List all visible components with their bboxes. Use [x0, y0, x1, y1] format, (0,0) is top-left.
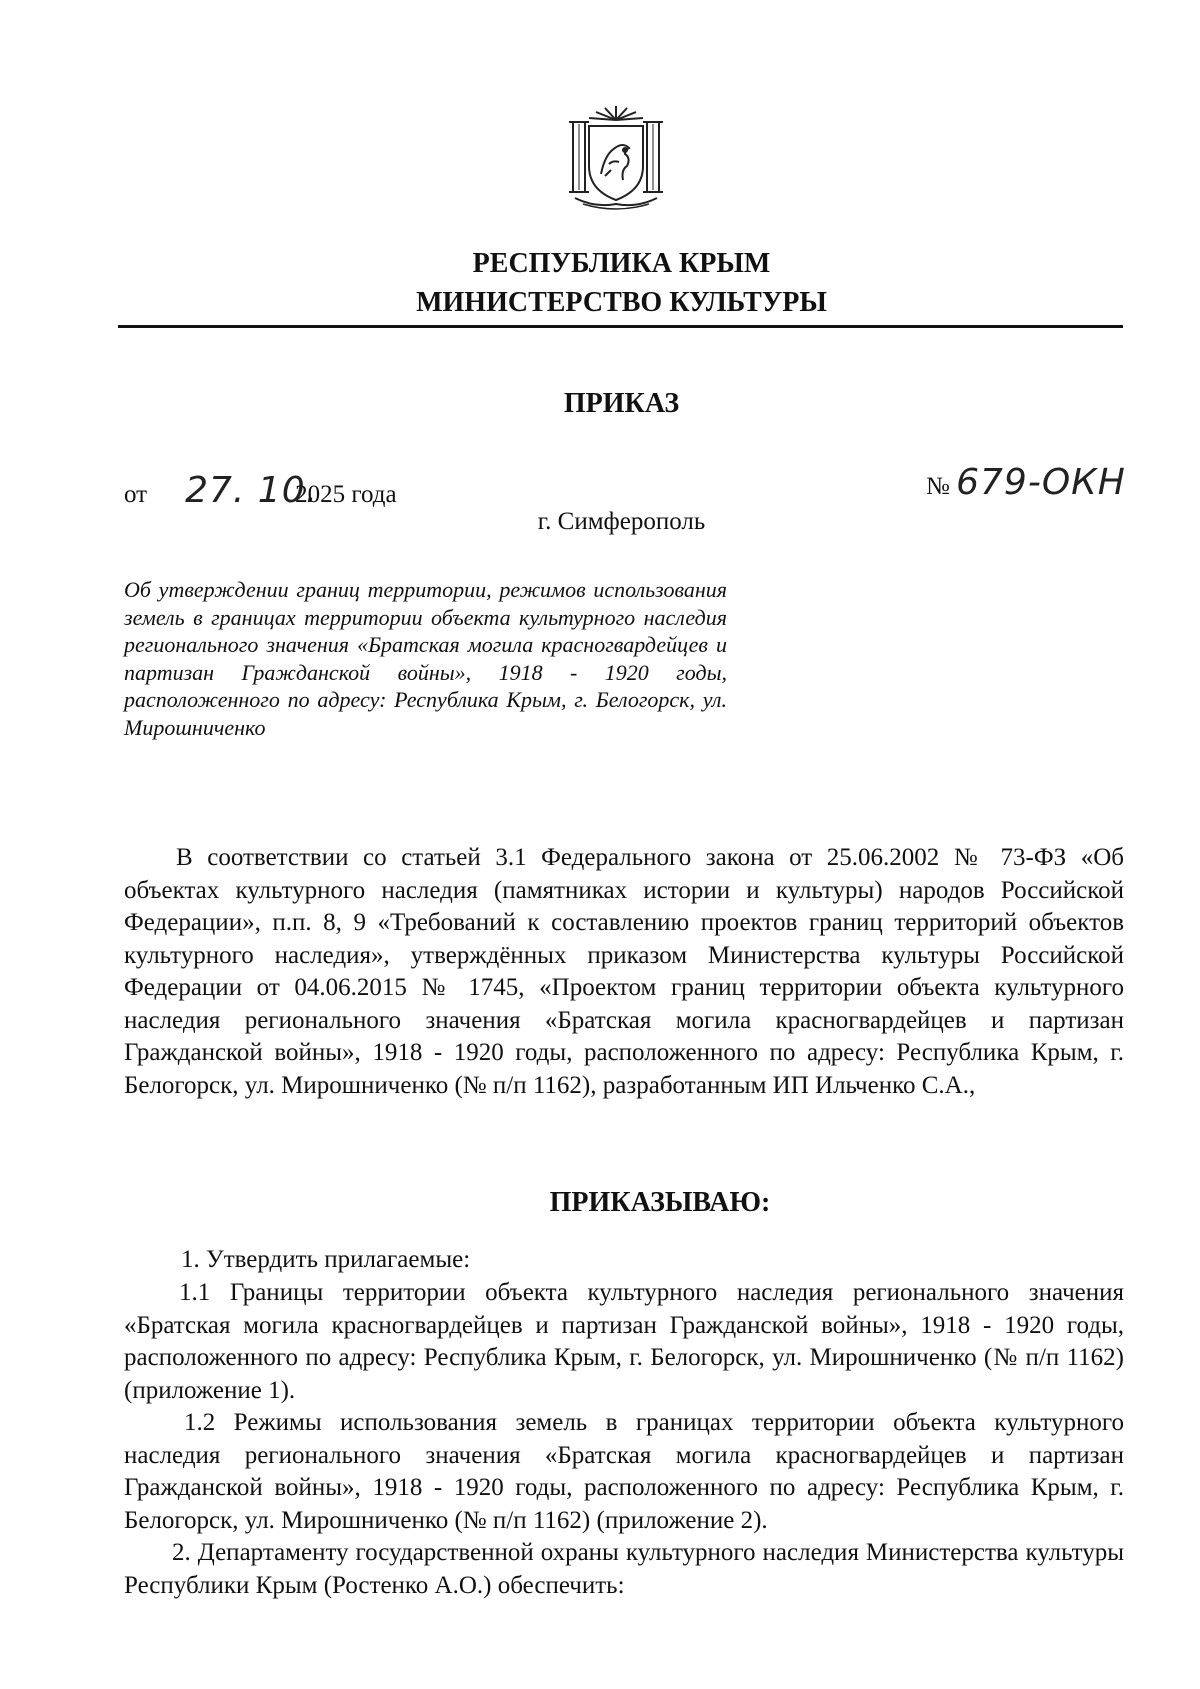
- order-city: г. Симферополь: [537, 508, 706, 535]
- header-divider: [118, 325, 1123, 328]
- header-republic: РЕСПУБЛИКА КРЫМ: [472, 248, 771, 279]
- date-from-label: от: [124, 481, 148, 508]
- item-1-1: 1.1 Границы территории объекта культурного наследия регионального значения «Братская могила красногвардейцев и партизан Гражданской войны», 1918 - 1920 годы, расположенного по адресу: Республика Крым, г. Белогорск, ул. Мирошниченко (№ п/п 1162) (приложение 1).: [124, 1279, 1124, 1404]
- date-handwritten: 27. 10.: [185, 470, 319, 511]
- order-date: [124, 470, 397, 511]
- order-number: [926, 462, 1126, 503]
- crimea-coat-of-arms-icon: [565, 104, 667, 216]
- item-2: 2. Департаменту государственной охраны культурного наследия Министерства культуры Республики Крым (Ростенко А.О.) обеспечить:: [124, 1539, 1124, 1599]
- header-ministry: МИНИСТЕРСТВО КУЛЬТУРЫ: [416, 287, 827, 318]
- number-handwritten: 679-ОКН: [956, 462, 1126, 503]
- preamble-paragraph: В соответствии со статьей 3.1 Федерального закона от 25.06.2002 № 73-ФЗ «Об объектах культурного наследия (памятниках истории и культуры) народов Российской Федерации», п.п. 8, 9 «Требований к составлению проектов границ территорий объектов культурного наследия», утверждённых приказом Министерства культуры Российской Федерации от 04.06.2015 № 1745, «Проектом границ территории объекта культурного наследия регионального значения «Братская могила красногвардейцев и партизан Гражданской войны», 1918 - 1920 годы, расположенного по адресу: Республика Крым, г. Белогорск, ул. Мирошниченко (№ п/п 1162), разработанным ИП Ильченко С.А.,: [124, 844, 1124, 1099]
- item-1: 1. Утвердить прилагаемые:: [181, 1246, 471, 1273]
- date-year: 2025 года: [295, 481, 397, 508]
- document-title: ПРИКАЗ: [563, 388, 680, 419]
- order-subject: Об утверждении границ территории, режимов использования земель в границах территории объекта культурного наследия регионального значения «Братская могила красногвардейцев и партизан Гражданской войны», 1918 - 1920 годы, расположенного по адресу: Республика Крым, г. Белогорск, ул. Мирошниченко: [124, 577, 727, 740]
- order-heading: ПРИКАЗЫВАЮ:: [549, 1187, 771, 1218]
- item-1-2: 1.2 Режимы использования земель в границах территории объекта культурного наследия регионального значения «Братская могила красногвардейцев и партизан Гражданской войны», 1918 - 1920 годы, расположенного по адресу: Республика Крым, г. Белогорск, ул. Мирошниченко (№ п/п 1162) (приложение 2).: [124, 1409, 1124, 1534]
- number-label: №: [926, 473, 950, 500]
